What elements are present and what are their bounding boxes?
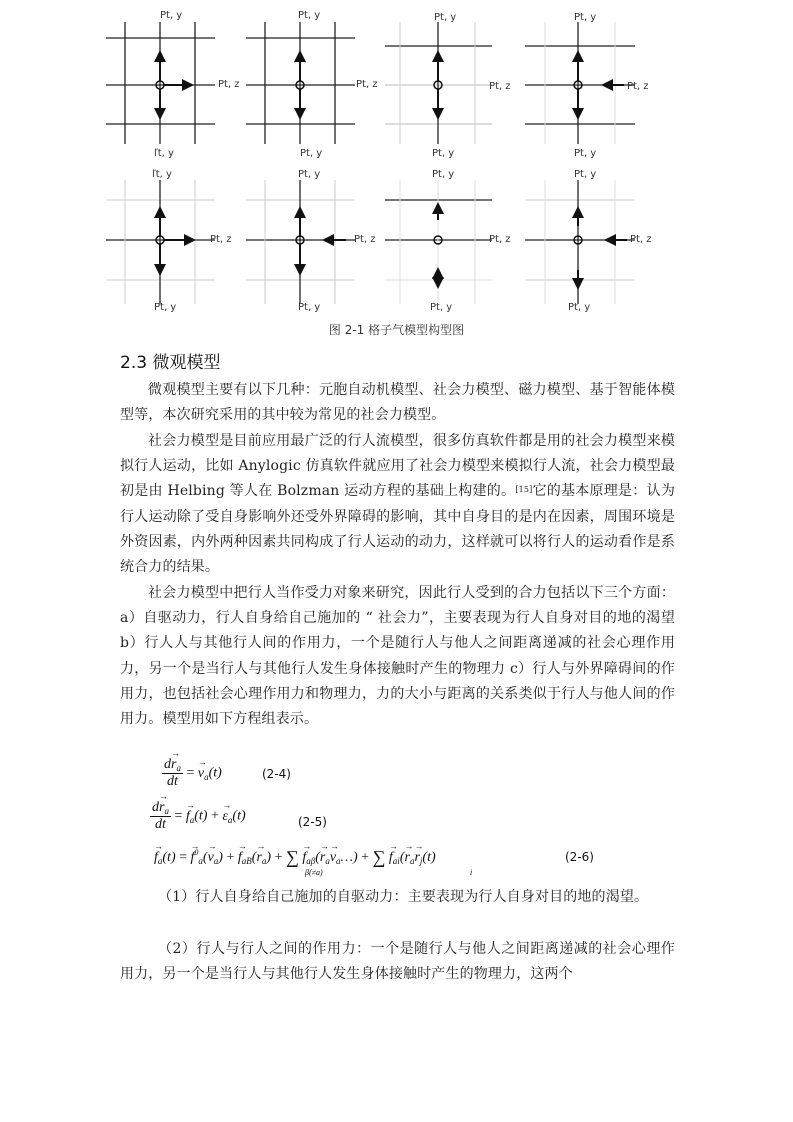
panel-6-label-bottom: Pt, y — [298, 302, 321, 313]
panel-8-label-bottom: Pt, y — [568, 302, 591, 313]
sum-index-i: i — [470, 868, 473, 877]
citation-ref: [15] — [515, 485, 533, 495]
equation-2-4: $\frac{d\to r_a}{dt}$ = → $v_a(t)$ — [162, 757, 222, 790]
equation-number-2-6: (2-6) — [565, 850, 594, 864]
panel-1-label-top: Pt, y — [160, 10, 183, 21]
paragraph-interaction: （2）行人与行人之间的作用力：一个是随行人与他人之间距离递减的社会心理作用力，另一个是当行人与其他行人发生身体接触时产生的物理力，这两个 — [120, 941, 675, 983]
paragraph-self-drive: （1）行人自身给自己施加的自驱动力：主要表现为行人自身对目的地的渴望。 — [158, 889, 649, 905]
panel-5-grid — [106, 180, 215, 304]
paragraph-social-force — [120, 429, 675, 580]
figure-caption: 图 2-1 格子气模型构型图 — [328, 323, 465, 337]
equation-2-5: $\frac{d\to r_a}{dt}$ = → $f_a(t)$ + → $\varepsilon_a(t)$ — [150, 800, 246, 833]
panel-1-label-bottom: ľt, y — [154, 148, 174, 159]
panel-8-grid — [525, 180, 635, 304]
panel-3-label-top: Pt, y — [434, 12, 457, 23]
panel-7-grid — [385, 180, 492, 304]
panel-4-label-bottom: Pt, y — [574, 148, 597, 159]
panel-5-label-right: Pt, z — [210, 234, 232, 245]
panel-7-label-bottom: Pt, y — [430, 302, 453, 313]
sum-index-beta: β(≠a) — [305, 868, 323, 877]
panel-7-label-right: Pt, z — [489, 234, 511, 245]
paragraph-intro: 微观模型主要有以下几种：元胞自动机模型、社会力模型、磁力模型、基于智能体模型等，本次研究采用的其中较为常见的社会力模型。 — [120, 382, 675, 424]
panel-3-label-bottom: Pt, y — [432, 148, 455, 159]
equation-number-2-4: (2-4) — [262, 767, 291, 781]
panel-5-label-bottom: Pt, y — [154, 302, 177, 313]
panel-6-label-top: Pt, y — [298, 169, 321, 180]
section-heading: 2.3 微观模型 — [120, 353, 221, 373]
panel-3-label-right: Pt, z — [489, 81, 511, 92]
panel-6-label-right: Pt, z — [354, 234, 376, 245]
paragraph-social-force-part1: 社会力模型是目前应用最广泛的行人流模型，很多仿真软件都是用的社会力模型来模拟行人运动，比如 Anylogic 仿真软件就应用了社会力模型来模拟行人流，社会力模型最初是由 Helbing 等人在 Bolzman 运动方程的基础上构建的。 — [120, 433, 675, 500]
panel-2-label-right: Pt, z — [356, 79, 378, 90]
equation-number-2-5: (2-5) — [298, 815, 327, 829]
panel-1-grid — [106, 22, 215, 144]
panel-2-label-bottom: Pt, y — [300, 148, 323, 159]
panel-1-label-right: Pt, z — [218, 79, 240, 90]
panel-8-label-top: Pt, y — [574, 169, 597, 180]
paragraph-social-force-part2: 它的基本原理是：认为行人运动除了受自身影响外还受外界障碍的影响，其中自身目的是内在因素，周围环境是外资因素，内外两种因素共同构成了行人运动的动力，这样就可以将行人的运动看作是系统合力的结果。 — [120, 483, 675, 576]
panel-6-grid — [246, 180, 355, 304]
panel-7-label-top: Pt, y — [432, 169, 455, 180]
panel-5-label-top: ľt, y — [152, 169, 172, 180]
lattice-gas-figure — [100, 8, 680, 318]
panel-2-grid — [246, 22, 355, 144]
paragraph-forces: 社会力模型中把行人当作受力对象来研究，因此行人受到的合力包括以下三个方面：a）自驱动力，行人自身给自己施加的 “ 社会力”，主要表现为行人自身对目的地的渴望 b）行人人与其他行人间的作用力，一个是随行人与他人之间距离递减的社会心理作用力，另一个是当行人与其他行人发生身体接触时产生的物理力 c）行人与外界障碍间的作用力，也包括社会心理作用力和物理力，力的大小与距离的关系类似于行人与他人间的作用力。模型用如下方程组表示。 — [120, 585, 675, 728]
panel-3-grid — [385, 22, 492, 144]
panel-4-label-top: Pt, y — [574, 12, 597, 23]
panel-4-grid — [525, 22, 635, 144]
lattice-configurations-svg — [100, 8, 680, 318]
equation-2-6: → $f_a(t)$ = → $f^0_a(\to v_a)$ + → $f_{aB}(\to r_a)$ + ∑ → $f_{a\beta}(\to r_a\to$ $v_a\dots$) + ∑ → $f_{ai}(\to r_a\to r_j(t)$ — [154, 845, 436, 866]
panel-4-label-right: Pt, z — [627, 81, 649, 92]
panel-8-label-right: Pt, z — [630, 234, 652, 245]
panel-2-label-top: Pt, y — [298, 10, 321, 21]
